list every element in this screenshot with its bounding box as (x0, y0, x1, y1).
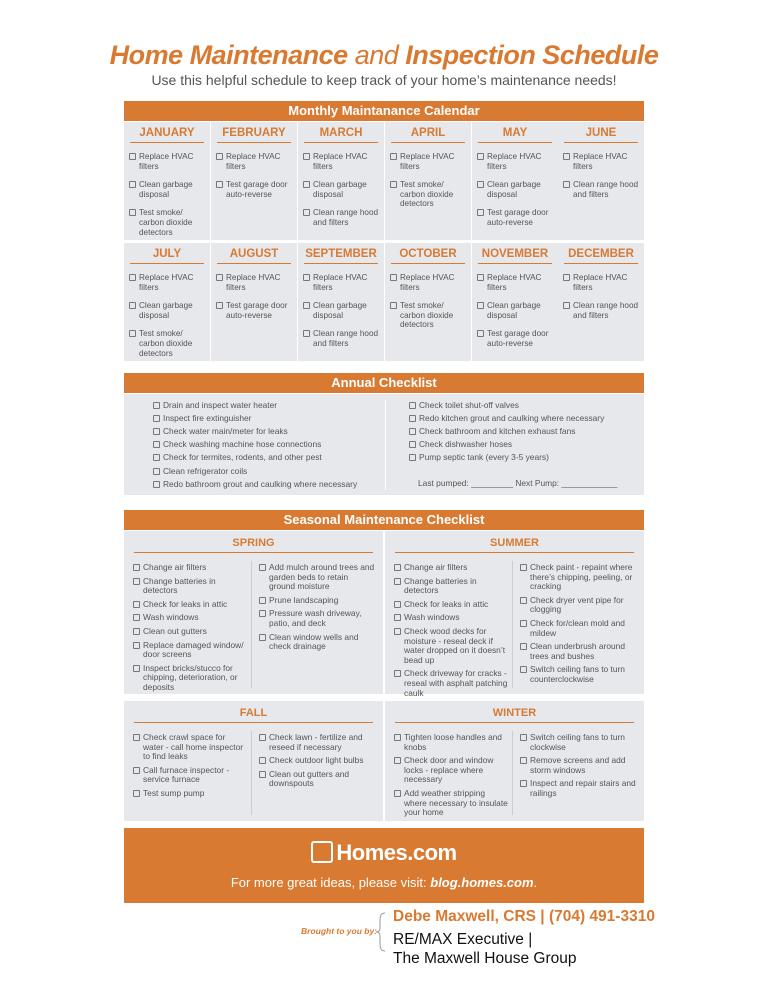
homes-logo: Homes.com (124, 840, 644, 866)
checklist-item[interactable]: Replace HVAC filters (302, 152, 380, 171)
checklist-item[interactable]: Switch ceiling fans to turn clockwise (519, 733, 637, 752)
checklist-item[interactable]: Clean garbage disposal (128, 301, 206, 320)
month-may (472, 122, 558, 240)
checklist-item[interactable]: Check crawl space for water - call home inspector to find leaks (132, 733, 248, 762)
month-heading: FEBRUARY (217, 127, 291, 143)
checklist-item[interactable]: Clean out gutters and downspouts (258, 770, 376, 789)
house-icon (311, 841, 333, 863)
season-divider (512, 731, 513, 815)
checklist-item[interactable]: Change air filters (393, 563, 509, 573)
month-heading: AUGUST (217, 248, 291, 264)
checklist-item[interactable]: Replace HVAC filters (389, 152, 467, 171)
checklist-item[interactable]: Replace HVAC filters (562, 152, 640, 171)
month-task-list (298, 273, 384, 349)
season-heading: SPRING (134, 537, 373, 553)
checklist-item[interactable]: Add mulch around trees and garden beds to retain ground moisture (258, 563, 376, 592)
season-heading: FALL (134, 707, 373, 723)
checklist-item[interactable]: Clean garbage disposal (476, 301, 554, 320)
checklist-item[interactable]: Call furnace inspector - service furnace (132, 766, 248, 785)
checklist-item[interactable]: Clean window wells and check drainage (258, 633, 376, 652)
month-august (211, 243, 297, 361)
checklist-item[interactable]: Replace damaged window/ door screens (132, 641, 248, 660)
checklist-item[interactable]: Drain and inspect water heater (152, 401, 384, 411)
month-task-list (558, 152, 644, 199)
season-fall (124, 701, 383, 821)
checklist-item[interactable]: Check bathroom and kitchen exhaust fans (408, 427, 636, 437)
month-april (385, 122, 471, 240)
checklist-item[interactable]: Redo bathroom grout and caulking where necessary (152, 480, 384, 490)
checklist-item[interactable]: Check for leaks in attic (132, 600, 248, 610)
checklist-item[interactable]: Add weather stripping where necessary to insulate your home (393, 789, 509, 818)
month-heading: JANUARY (130, 127, 204, 143)
month-heading: MAY (478, 127, 552, 143)
annual-divider (385, 400, 386, 490)
checklist-item[interactable]: Replace HVAC filters (215, 273, 293, 292)
month-october (385, 243, 471, 361)
checklist-item[interactable]: Redo kitchen grout and caulking where necessary (408, 414, 636, 424)
checklist-item[interactable]: Check toilet shut-off valves (408, 401, 636, 411)
checklist-item[interactable]: Replace HVAC filters (302, 273, 380, 292)
checklist-item[interactable]: Check wood decks for moisture - reseal deck if water dropped on it doesn’t bead up (393, 627, 509, 665)
pump-dates-line: Last pumped: _________ Next Pump: ____________ (418, 478, 618, 488)
checklist-item[interactable]: Remove screens and add storm windows (519, 756, 637, 775)
page-title (0, 40, 768, 71)
title-part-2: and (354, 40, 399, 70)
season-left-column (128, 559, 252, 693)
season-spring (124, 531, 383, 694)
season-winter (385, 701, 644, 821)
checklist-item[interactable]: Clean out gutters (132, 627, 248, 637)
checklist-item[interactable]: Test garage door auto-reverse (215, 180, 293, 199)
checklist-item[interactable]: Replace HVAC filters (389, 273, 467, 292)
seasonal-header-bar: Seasonal Maintenance Checklist (124, 510, 644, 530)
month-task-list (211, 273, 297, 320)
checklist-item[interactable]: Test garage door auto-reverse (476, 208, 554, 227)
checklist-item[interactable]: Change air filters (132, 563, 248, 573)
month-heading: APRIL (391, 127, 465, 143)
annual-right-column (404, 397, 640, 463)
title-part-1: Home Maintenance (109, 40, 348, 70)
agent-name-phone: Debe Maxwell, CRS | (704) 491-3310 (393, 908, 655, 925)
page-subtitle: Use this helpful schedule to keep track of your home’s maintenance needs! (151, 72, 617, 88)
checklist-item[interactable]: Replace HVAC filters (562, 273, 640, 292)
checklist-item[interactable]: Replace HVAC filters (476, 152, 554, 171)
checklist-item[interactable]: Test sump pump (132, 789, 248, 799)
month-heading: MARCH (304, 127, 378, 143)
blog-link[interactable]: blog.homes.com (430, 875, 534, 890)
checklist-item[interactable]: Clean garbage disposal (302, 301, 380, 320)
season-left-column (128, 729, 252, 799)
month-heading: OCTOBER (391, 248, 465, 264)
brought-to-you-label: Brought to you by: (301, 926, 378, 936)
checklist-item[interactable]: Check for/clean mold and mildew (519, 619, 637, 638)
checklist-item[interactable]: Check water main/meter for leaks (152, 427, 384, 437)
checklist-item[interactable]: Replace HVAC filters (128, 152, 206, 171)
season-right-column (515, 559, 641, 685)
checklist-item[interactable]: Pressure wash driveway, patio, and deck (258, 609, 376, 628)
annual-checklist (124, 394, 644, 495)
homes-footer-banner (124, 828, 644, 903)
season-heading: WINTER (395, 707, 634, 723)
checklist-item[interactable]: Clean underbrush around trees and bushes (519, 642, 637, 661)
season-divider (251, 731, 252, 815)
month-february (211, 122, 297, 240)
checklist-item[interactable]: Replace HVAC filters (476, 273, 554, 292)
checklist-item[interactable]: Replace HVAC filters (128, 273, 206, 292)
checklist-item[interactable]: Check dishwasher hoses (408, 440, 636, 450)
monthly-header-bar: Monthly Maintanance Calendar (124, 101, 644, 121)
checklist-item[interactable]: Test smoke/ carbon dioxide detectors (389, 301, 467, 330)
month-heading: JULY (130, 248, 204, 264)
checklist-item[interactable]: Clean refrigerator coils (152, 467, 384, 477)
checklist-item[interactable]: Clean range hood and filters (302, 208, 380, 227)
checklist-item[interactable]: Check driveway for cracks - reseal with asphalt patching caulk (393, 669, 509, 698)
checklist-item[interactable]: Clean range hood and filters (302, 329, 380, 348)
checklist-item[interactable]: Check washing machine hose connections (152, 440, 384, 450)
checklist-item[interactable]: Check for leaks in attic (393, 600, 509, 610)
season-right-column (254, 559, 380, 652)
checklist-item[interactable]: Clean range hood and filters (562, 301, 640, 320)
month-heading: SEPTEMBER (304, 248, 378, 264)
title-part-3: Inspection Schedule (405, 40, 659, 70)
checklist-item[interactable]: Clean garbage disposal (476, 180, 554, 199)
checklist-item[interactable]: Check paint - repaint where there’s chipping, peeling, or cracking (519, 563, 637, 592)
checklist-item[interactable]: Replace HVAC filters (215, 152, 293, 171)
brace-divider (375, 912, 387, 952)
month-july (124, 243, 210, 361)
agent-brokerage: RE/MAX Executive | (393, 931, 533, 948)
month-march (298, 122, 384, 240)
season-divider (251, 561, 252, 688)
month-task-list (211, 152, 297, 199)
checklist-item[interactable]: Clean garbage disposal (128, 180, 206, 199)
season-heading: SUMMER (395, 537, 634, 553)
checklist-item[interactable]: Inspect and repair stairs and railings (519, 779, 637, 798)
checklist-item[interactable]: Wash windows (132, 613, 248, 623)
month-task-list (124, 152, 210, 237)
checklist-item[interactable]: Pump septic tank (every 3-5 years) (408, 453, 636, 463)
checklist-item[interactable]: Switch ceiling fans to turn counterclockwise (519, 665, 637, 684)
month-heading: JUNE (564, 127, 638, 143)
month-task-list (385, 152, 471, 209)
season-right-column (515, 729, 641, 799)
checklist-item[interactable]: Test garage door auto-reverse (476, 329, 554, 348)
agent-group: The Maxwell House Group (393, 950, 577, 967)
checklist-item[interactable]: Clean range hood and filters (562, 180, 640, 199)
checklist-item[interactable]: Test smoke/ carbon dioxide detectors (128, 329, 206, 358)
month-november (472, 243, 558, 361)
checklist-item[interactable]: Inspect bricks/stucco for chipping, deterioration, or deposits (132, 664, 248, 693)
season-divider (512, 561, 513, 688)
checklist-item[interactable]: Clean garbage disposal (302, 180, 380, 199)
checklist-item[interactable]: Check dryer vent pipe for clogging (519, 596, 637, 615)
season-right-column (254, 729, 380, 789)
month-january (124, 122, 210, 240)
month-task-list (385, 273, 471, 330)
checklist-item[interactable]: Check for termites, rodents, and other pest (152, 453, 384, 463)
month-september (298, 243, 384, 361)
checklist-item[interactable]: Tighten loose handles and knobs (393, 733, 509, 752)
checklist-item[interactable]: Check door and window locks - replace where necessary (393, 756, 509, 785)
month-task-list (472, 273, 558, 349)
season-left-column (389, 559, 513, 698)
month-task-list (298, 152, 384, 228)
checklist-item[interactable]: Inspect fire extinguisher (152, 414, 384, 424)
month-task-list (558, 273, 644, 320)
season-left-column (389, 729, 513, 818)
checklist-item[interactable]: Prune landscaping (258, 596, 376, 606)
annual-left-column (148, 397, 388, 489)
checklist-item[interactable]: Test garage door auto-reverse (215, 301, 293, 320)
month-december (558, 243, 644, 361)
visit-text: For more great ideas, please visit: blog.homes.com. (230, 875, 538, 890)
checklist-item[interactable]: Change batteries in detectors (132, 577, 248, 596)
month-june (558, 122, 644, 240)
annual-header-bar: Annual Checklist (124, 373, 644, 393)
checklist-item[interactable]: Test smoke/ carbon dioxide detectors (389, 180, 467, 209)
month-heading: NOVEMBER (478, 248, 552, 264)
checklist-item[interactable]: Test smoke/ carbon dioxide detectors (128, 208, 206, 237)
season-summer (385, 531, 644, 698)
checklist-item[interactable]: Wash windows (393, 613, 509, 623)
month-heading: DECEMBER (564, 248, 638, 264)
checklist-item[interactable]: Change batteries in detectors (393, 577, 509, 596)
month-task-list (124, 273, 210, 358)
month-task-list (472, 152, 558, 228)
checklist-item[interactable]: Check outdoor light bulbs (258, 756, 376, 766)
checklist-item[interactable]: Check lawn - fertilize and reseed if necessary (258, 733, 376, 752)
